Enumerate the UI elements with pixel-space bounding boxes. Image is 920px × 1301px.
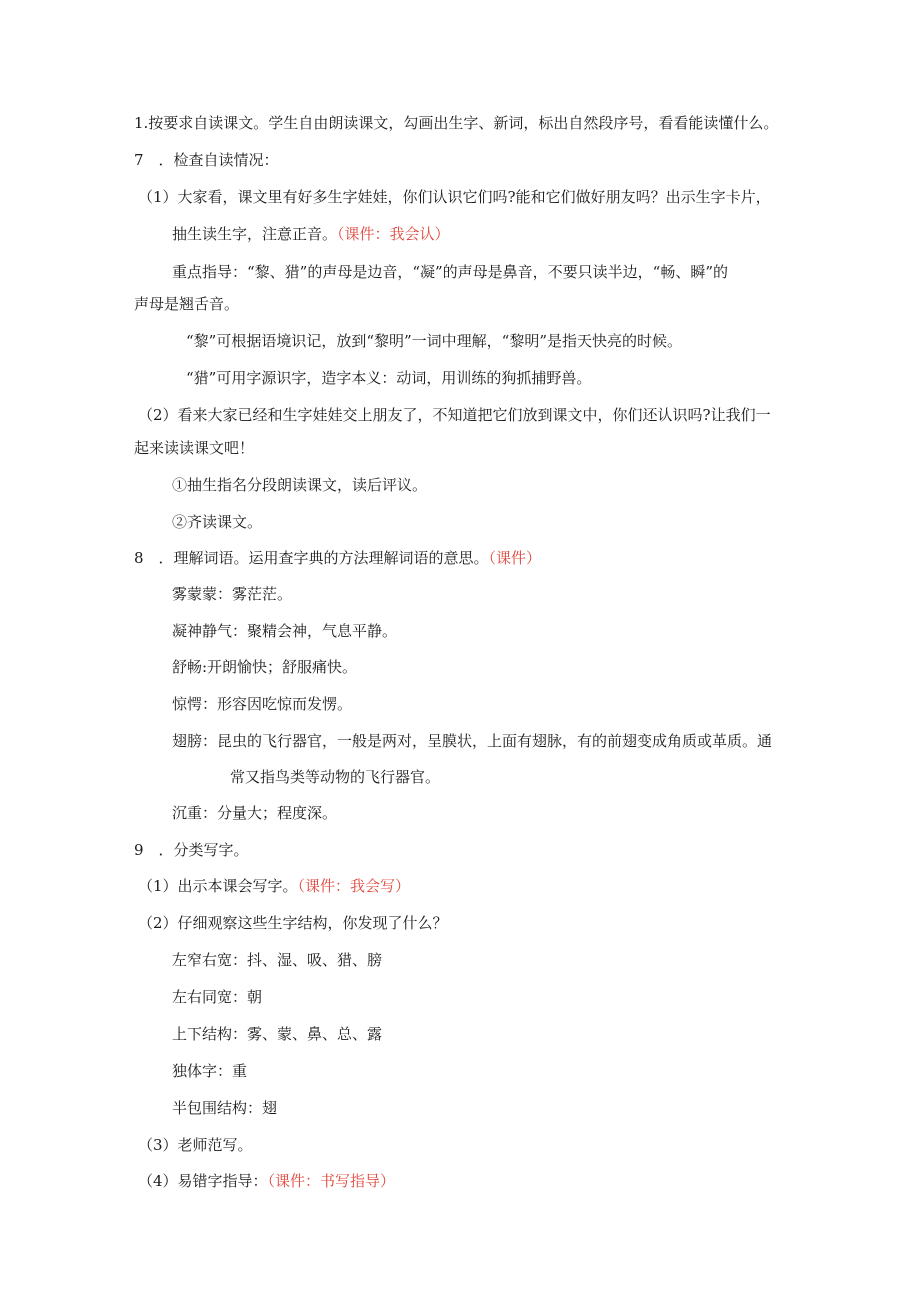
paragraph-line (138, 405, 771, 425)
line-text: （2）看来大家已经和生字娃娃交上朋友了，不知道把它们放到课文中，你们还认识吗?让我们一 (138, 406, 771, 424)
line-text: 重点指导：“黎、猎”的声母是边音，“凝”的声母是鼻音，不要只读半边，“畅、瞬”的 (172, 263, 729, 281)
line-text: ②齐读课文。 (172, 513, 263, 531)
line-text: （1）大家看，课文里有好多生字娃娃，你们认识它们吗?能和它们做好朋友吗？出示生字卡片， (138, 188, 771, 206)
paragraph-line (138, 876, 410, 896)
paragraph-line (138, 1135, 253, 1155)
line-text: 7 ．检查自读情况： (134, 151, 279, 169)
line-text: 抽生读生字，注意正音。 (172, 225, 338, 243)
line-text: （3）老师范写。 (138, 1136, 253, 1154)
line-text: 8 ．理解词语。运用查字典的方法理解词语的意思。 (134, 549, 489, 567)
line-text: 声母是翘舌音。 (134, 295, 240, 313)
definition-item (230, 767, 440, 787)
section-heading (134, 150, 279, 170)
paragraph-line (186, 368, 591, 388)
paragraph-line (134, 294, 239, 314)
paragraph-line (134, 113, 778, 133)
section-heading (134, 840, 249, 860)
paragraph-line (172, 224, 450, 244)
line-text: “猎”可用字源识字，造字本义：动词，用训练的狗抓捕野兽。 (186, 369, 592, 387)
line-text: 雾蒙蒙：雾茫茫。 (172, 585, 293, 603)
line-text: 独体字：重 (172, 1062, 248, 1080)
list-item (172, 475, 427, 495)
definition-item (172, 621, 397, 641)
paragraph-line (138, 913, 448, 933)
line-text: “黎”可根据语境识记，放到“黎明”一词中理解，“黎明”是指天快亮的时候。 (186, 332, 683, 350)
line-text: 左窄右宽：抖、湿、吸、猎、膀 (172, 951, 383, 969)
list-item (172, 987, 262, 1007)
line-text: 9 ．分类写字。 (134, 841, 249, 859)
line-text: （4）易错字指导： (138, 1172, 268, 1190)
courseware-note: （课件：书写指导） (267, 1172, 396, 1190)
line-text: 舒畅:开朗愉快；舒服痛快。 (172, 658, 358, 676)
line-text: 左右同宽：朝 (172, 988, 263, 1006)
line-text: 凝神静气：聚精会神，气息平静。 (172, 622, 398, 640)
list-item (172, 1024, 382, 1044)
line-text: ①抽生指名分段朗读课文，读后评议。 (172, 476, 428, 494)
line-text: 1.按要求自读课文。学生自由朗读课文，勾画出生字、新词，标出自然段序号，看看能读懂什么。 (134, 114, 779, 132)
definition-item (172, 803, 337, 823)
list-item (172, 1061, 247, 1081)
courseware-note: （课件：我会写） (297, 877, 411, 895)
line-text: 半包围结构：翅 (172, 1099, 278, 1117)
paragraph-line (134, 438, 254, 458)
list-item (172, 1098, 277, 1118)
definition-item (172, 584, 292, 604)
section-heading (134, 548, 541, 568)
paragraph-line (172, 262, 728, 282)
line-text: 起来读读课文吧！ (134, 439, 255, 457)
line-text: （1）出示本课会写字。 (138, 877, 298, 895)
line-text: 常又指鸟类等动物的飞行器官。 (230, 768, 441, 786)
line-text: 沉重：分量大；程度深。 (172, 804, 338, 822)
definition-item (172, 731, 772, 751)
paragraph-line (138, 187, 771, 207)
list-item (172, 512, 262, 532)
definition-item (172, 694, 352, 714)
paragraph-line (186, 331, 682, 351)
paragraph-line (138, 1171, 395, 1191)
line-text: 翅膀：昆虫的飞行器官，一般是两对，呈膜状，上面有翅脉，有的前翅变成角质或革质。通 (172, 732, 773, 750)
line-text: 上下结构：雾、蒙、鼻、总、露 (172, 1025, 383, 1043)
list-item (172, 950, 382, 970)
definition-item (172, 657, 357, 677)
line-text: （2）仔细观察这些生字结构，你发现了什么？ (138, 914, 448, 932)
line-text: 惊愕：形容因吃惊而发愣。 (172, 695, 353, 713)
courseware-note: （课件：我会认） (337, 225, 450, 243)
courseware-note: （课件） (488, 549, 542, 567)
